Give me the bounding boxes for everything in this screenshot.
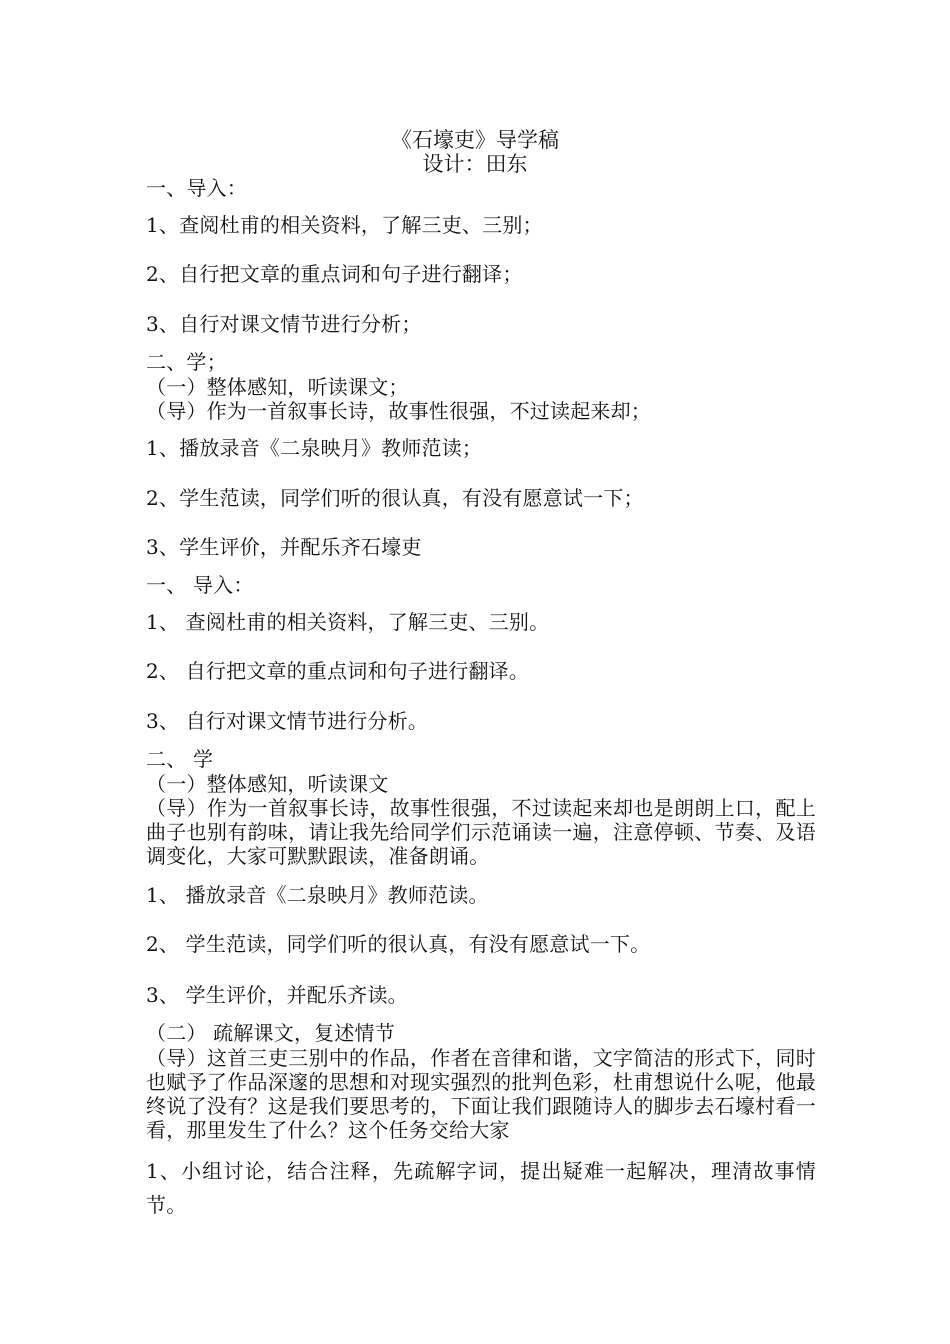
list-item: 3、 自行对课文情节进行分析。 — [146, 709, 429, 733]
list-item: 3、自行对课文情节进行分析； — [146, 312, 422, 336]
list-item: 3、 学生评价，并配乐齐读。 — [146, 983, 408, 1007]
list-item: 2、学生范读，同学们听的很认真，有没有愿意试一下； — [146, 486, 644, 510]
guide-paragraph: （导）作为一首叙事长诗，故事性很强，不过读起来却； — [146, 399, 651, 423]
list-item: 1、 播放录音《二泉映月》教师范读。 — [146, 883, 489, 907]
subsection-heading: （一）整体感知，听读课文 — [146, 772, 389, 796]
document-title: 《石壕吏》导学稿 — [391, 128, 559, 152]
document-author: 设计：田东 — [422, 152, 528, 176]
list-item: 1、 查阅杜甫的相关资料，了解三吏、三别。 — [146, 610, 550, 634]
list-item: 1、播放录音《二泉映月》教师范读； — [146, 436, 483, 460]
list-item: 2、 学生范读，同学们听的很认真，有没有愿意试一下。 — [146, 932, 651, 956]
list-item: 3、学生评价，并配乐齐石壕吏 — [146, 535, 422, 559]
list-item: 2、 自行把文章的重点词和句子进行翻译。 — [146, 659, 530, 683]
list-item: 1、小组讨论，结合注释，先疏解字词，提出疑难一起解决，理清故事情节。 — [146, 1159, 816, 1217]
subsection-heading: （二） 疏解课文，复述情节 — [146, 1021, 395, 1045]
guide-paragraph: （导）作为一首叙事长诗，故事性很强，不过读起来却也是朗朗上口，配上曲子也别有韵味，请让我先给同学们示范诵读一遍，注意停顿、节奏、及语调变化，大家可默默跟读，准备朗诵。 — [146, 796, 816, 868]
list-item: 2、自行把文章的重点词和句子进行翻译； — [146, 262, 523, 286]
guide-paragraph: （导）这首三吏三别中的作品，作者在音律和谐，文字简洁的形式下，同时也赋予了作品深邃的思想和对现实强烈的批判色彩，杜甫想说什么呢，他最终说了没有？这是我们要思考的，下面让我们跟随诗人的脚步去石壕村看一看，那里发生了什么？这个任务交给大家 — [146, 1046, 816, 1142]
section-heading-study: 二、 学 — [146, 747, 214, 771]
list-item: 1、查阅杜甫的相关资料，了解三吏、三别； — [146, 213, 543, 237]
subsection-heading: （一）整体感知，听读课文； — [146, 375, 409, 399]
section-heading-study: 二、学； — [146, 350, 227, 374]
section-heading-intro: 一、 导入： — [146, 573, 254, 597]
section-heading-intro: 一、导入： — [146, 176, 247, 200]
